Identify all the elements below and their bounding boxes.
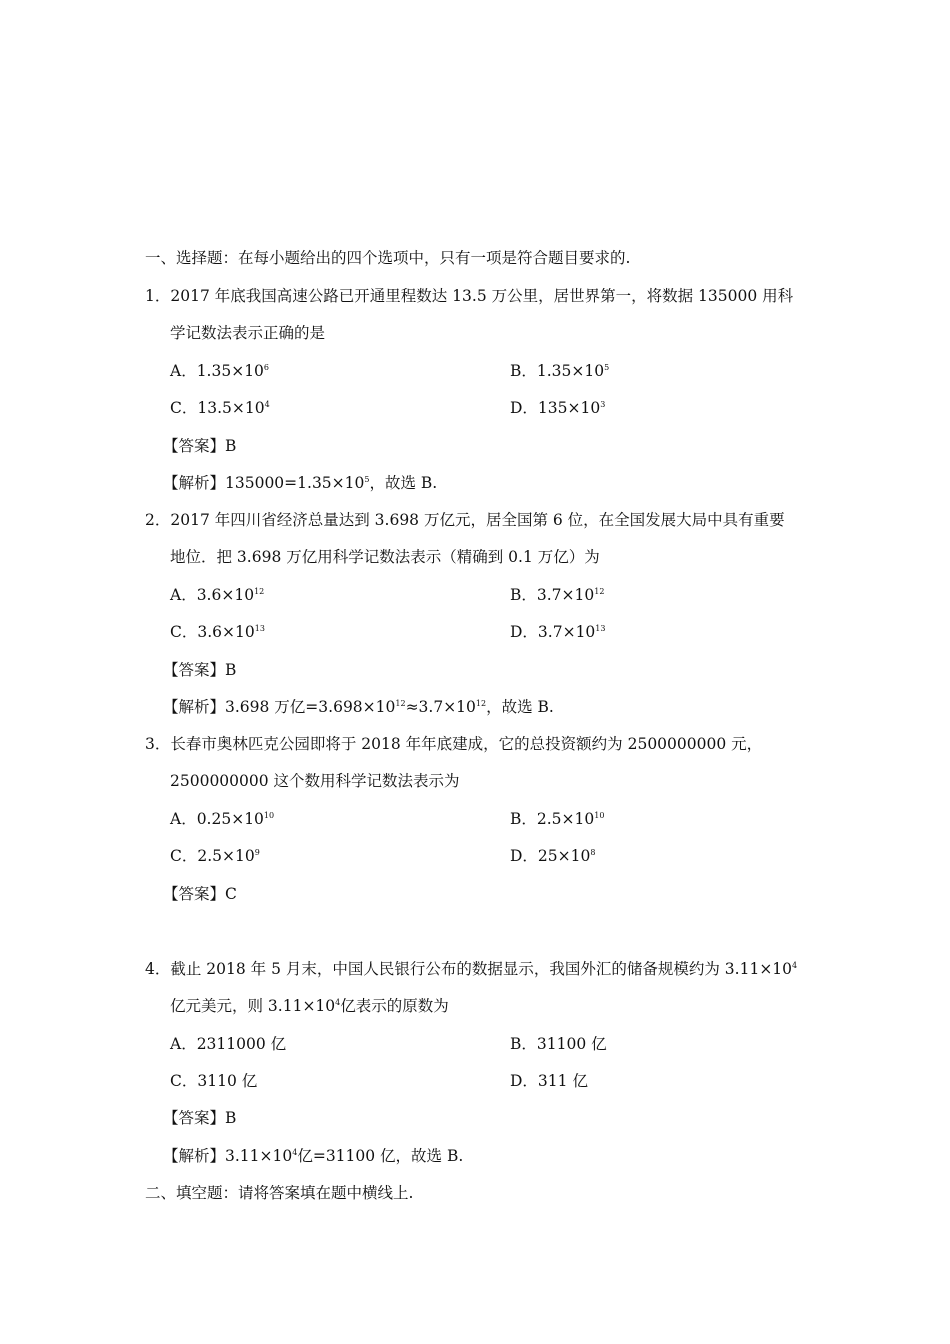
question-2-option-c: C．$3.6\times 10^{13}$ bbox=[170, 623, 265, 641]
question-1-option-d: D．$135\times 10^3$ bbox=[510, 399, 606, 417]
question-2-answer: 【答案】B bbox=[163, 661, 237, 679]
question-3-option-b: B．$2.5\times 10^{10}$ bbox=[510, 810, 605, 828]
question-1-option-b: B．$1.35\times 10^5$ bbox=[510, 362, 610, 380]
question-2-option-a: A．$3.6\times 10^{12}$ bbox=[170, 586, 265, 604]
question-3-answer: 【答案】C bbox=[163, 885, 237, 903]
question-3-option-c: C．$2.5\times 10^9$ bbox=[170, 847, 260, 865]
question-3-stem-cont: 2500000000 这个数用科学记数法表示为 bbox=[170, 772, 460, 790]
question-4-stem: 4．截止 2018 年 5 月末，中国人民银行公布的数据显示，我国外汇的储备规模约为 $3.11\times 10^4$ bbox=[145, 960, 798, 978]
question-1-answer: 【答案】B bbox=[163, 437, 237, 455]
question-2-option-d: D．$3.7\times 10^{13}$ bbox=[510, 623, 606, 641]
question-4-answer: 【答案】B bbox=[163, 1109, 237, 1127]
question-1-option-c: C．$13.5\times 10^4$ bbox=[170, 399, 270, 417]
question-2-option-b: B．$3.7\times 10^{12}$ bbox=[510, 586, 605, 604]
question-1-option-a: A．$1.35\times 10^6$ bbox=[170, 362, 270, 380]
section-heading-fill: 二、填空题：请将答案填在题中横线上. bbox=[145, 1184, 414, 1202]
section-heading-choice: 一、选择题：在每小题给出的四个选项中，只有一项是符合题目要求的. bbox=[145, 249, 631, 267]
question-4-option-b: B．31100 亿 bbox=[510, 1035, 607, 1053]
question-4-stem-cont: 亿元美元，则 $3.11\times 10^4$亿表示的原数为 bbox=[170, 997, 449, 1015]
question-3-stem: 3．长春市奥林匹克公园即将于 2018 年年底建成，它的总投资额约为 2500000000 元， bbox=[145, 735, 763, 753]
question-2-analysis: 【解析】3.698 万亿$=3.698\times 10^{12}\approx 3.7\times 10^{12}$，故选 B. bbox=[163, 698, 554, 716]
question-4-option-c: C．3110 亿 bbox=[170, 1072, 258, 1090]
question-1-analysis: 【解析】$135000=1.35\times 10^5$，故选 B. bbox=[163, 474, 438, 492]
question-4-option-a: A．2311000 亿 bbox=[170, 1035, 287, 1053]
question-4-option-d: D．311 亿 bbox=[510, 1072, 588, 1090]
question-1-stem-cont: 学记数法表示正确的是 bbox=[170, 324, 326, 342]
question-1-stem: 1．2017 年底我国高速公路已开通里程数达 13.5 万公里，居世界第一，将数据 135000 用科 bbox=[145, 287, 794, 305]
question-3-option-d: D．$25\times 10^8$ bbox=[510, 847, 596, 865]
question-3-option-a: A．$0.25\times 10^{10}$ bbox=[170, 810, 275, 828]
question-2-stem: 2．2017 年四川省经济总量达到 3.698 万亿元，居全国第 6 位，在全国发展大局中具有重要 bbox=[145, 511, 785, 529]
question-2-stem-cont: 地位．把 3.698 万亿用科学记数法表示（精确到 0.1 万亿）为 bbox=[170, 548, 600, 566]
question-4-analysis: 【解析】$3.11\times 10^4$亿=31100 亿，故选 B. bbox=[163, 1147, 464, 1165]
